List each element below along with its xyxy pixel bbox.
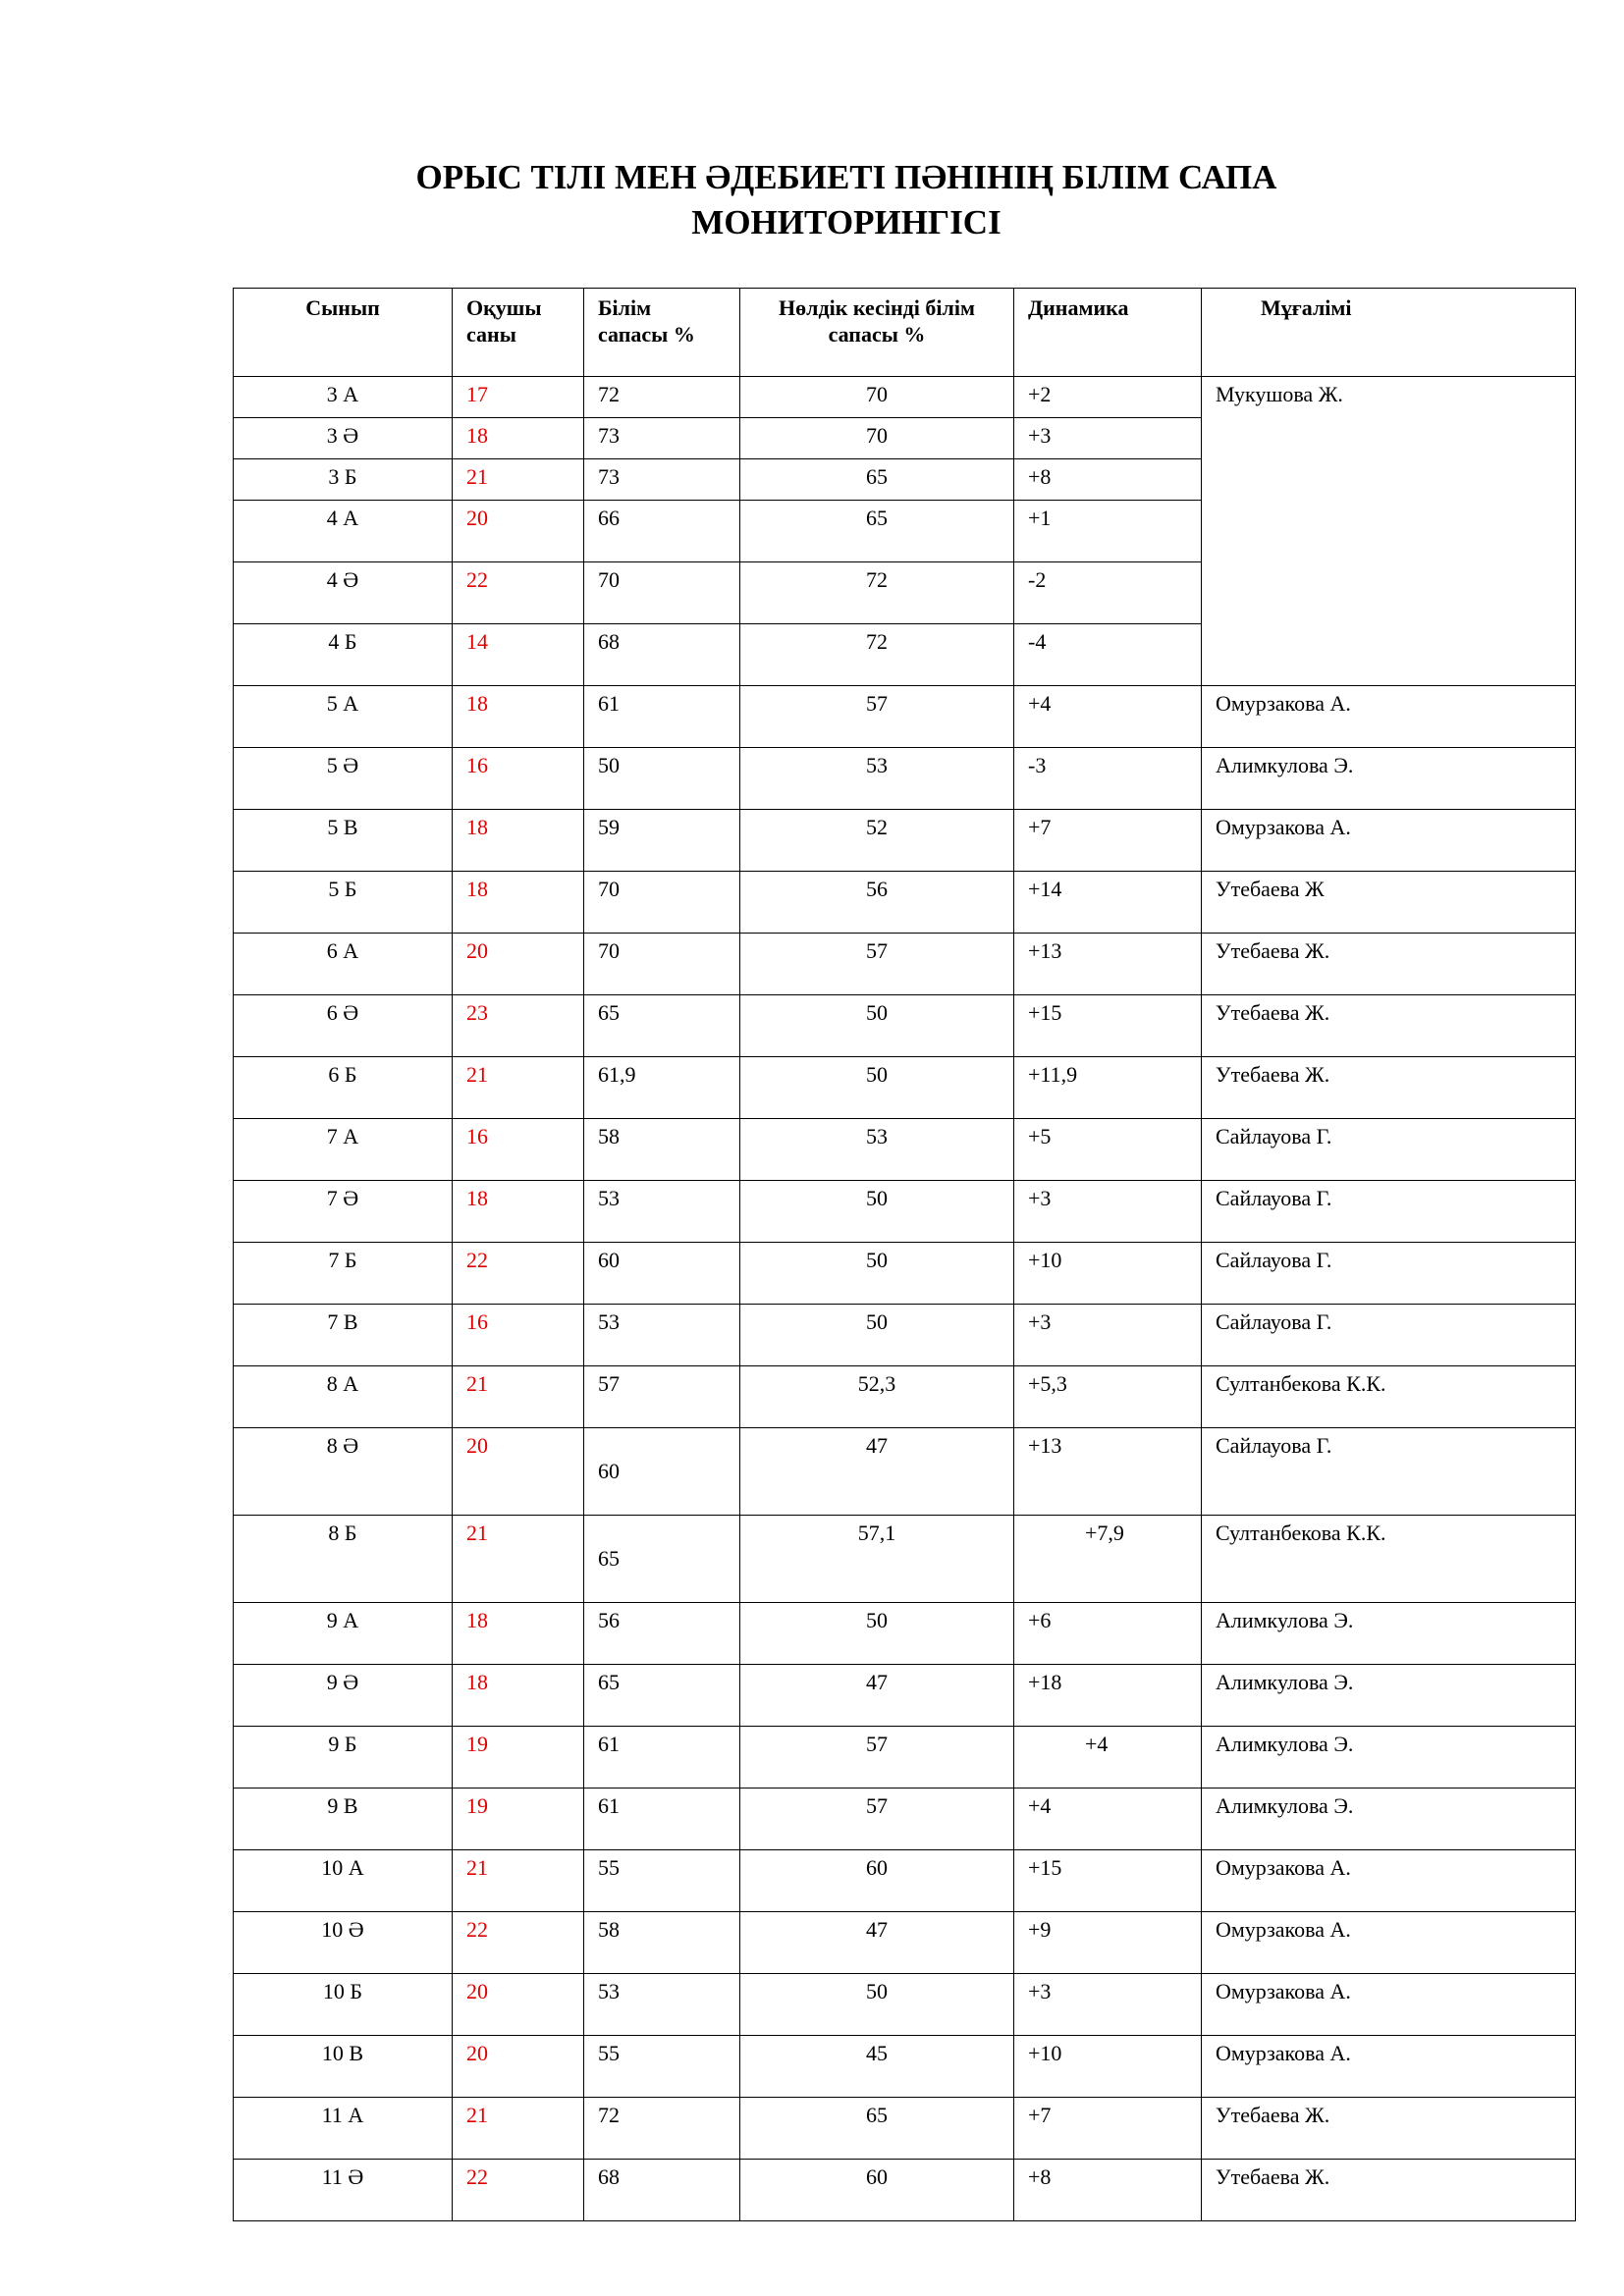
cell-students: 20 (453, 934, 584, 995)
cell-dynamics: +14 (1014, 872, 1202, 934)
cell-zero-quality: 72 (740, 624, 1014, 686)
cell-quality: 59 (584, 810, 740, 872)
cell-zero-quality: 50 (740, 1181, 1014, 1243)
cell-quality: 55 (584, 2036, 740, 2098)
cell-students: 19 (453, 1727, 584, 1789)
cell-dynamics: +11,9 (1014, 1057, 1202, 1119)
cell-class: 10 В (234, 2036, 453, 2098)
cell-class: 3 Б (234, 459, 453, 501)
table-row (234, 872, 1576, 934)
cell-quality: 61 (584, 1727, 740, 1789)
cell-class: 7 Ә (234, 1181, 453, 1243)
cell-dynamics: +4 (1014, 686, 1202, 748)
cell-teacher: Утебаева Ж (1202, 872, 1576, 934)
cell-students: 20 (453, 2036, 584, 2098)
cell-class: 5 Б (234, 872, 453, 934)
cell-zero-quality: 52,3 (740, 1366, 1014, 1428)
cell-dynamics: +15 (1014, 995, 1202, 1057)
cell-class: 9 Б (234, 1727, 453, 1789)
cell-dynamics: +18 (1014, 1665, 1202, 1727)
cell-zero-quality: 53 (740, 1119, 1014, 1181)
cell-teacher: Сайлауова Г. (1202, 1119, 1576, 1181)
cell-dynamics: -4 (1014, 624, 1202, 686)
table-row (234, 1727, 1576, 1789)
table-row (234, 1912, 1576, 1974)
header-quality: Білім сапасы % (584, 289, 740, 377)
cell-class: 4 А (234, 501, 453, 562)
cell-zero-quality: 57 (740, 1789, 1014, 1850)
cell-quality: 72 (584, 2098, 740, 2160)
cell-students: 22 (453, 562, 584, 624)
cell-class: 8 Б (234, 1516, 453, 1603)
header-class: Сынып (234, 289, 453, 377)
cell-zero-quality: 70 (740, 418, 1014, 459)
cell-zero-quality: 50 (740, 1603, 1014, 1665)
cell-quality: 65 (584, 1516, 740, 1603)
cell-quality: 58 (584, 1912, 740, 1974)
title-line-1: ОРЫС ТІЛІ МЕН ӘДЕБИЕТІ ПӘНІНІҢ БІЛІМ САПА (415, 158, 1277, 196)
table-row (234, 1305, 1576, 1366)
cell-class: 6 Ә (234, 995, 453, 1057)
header-teacher: Мұғалімі (1202, 289, 1576, 377)
cell-students: 21 (453, 1057, 584, 1119)
cell-dynamics: +4 (1014, 1727, 1202, 1789)
cell-dynamics: +7 (1014, 810, 1202, 872)
cell-students: 17 (453, 377, 584, 418)
cell-class: 5 Ә (234, 748, 453, 810)
cell-dynamics: +5 (1014, 1119, 1202, 1181)
cell-teacher: Омурзакова А. (1202, 1850, 1576, 1912)
cell-zero-quality: 56 (740, 872, 1014, 934)
table-row (234, 1119, 1576, 1181)
cell-zero-quality: 50 (740, 995, 1014, 1057)
cell-teacher: Омурзакова А. (1202, 2036, 1576, 2098)
cell-dynamics: +5,3 (1014, 1366, 1202, 1428)
cell-dynamics: +3 (1014, 418, 1202, 459)
cell-teacher: Сайлауова Г. (1202, 1243, 1576, 1305)
cell-teacher: Алимкулова Э. (1202, 1789, 1576, 1850)
cell-class: 9 В (234, 1789, 453, 1850)
cell-students: 19 (453, 1789, 584, 1850)
cell-students: 18 (453, 418, 584, 459)
cell-quality: 65 (584, 1665, 740, 1727)
table-row (234, 1366, 1576, 1428)
cell-dynamics: +13 (1014, 1428, 1202, 1516)
cell-class: 9 А (234, 1603, 453, 1665)
cell-class: 10 Ә (234, 1912, 453, 1974)
table-body (234, 377, 1576, 2221)
cell-teacher: Утебаева Ж. (1202, 1057, 1576, 1119)
cell-dynamics: +8 (1014, 2160, 1202, 2221)
table-row (234, 1181, 1576, 1243)
cell-students: 21 (453, 1366, 584, 1428)
table-row (234, 1665, 1576, 1727)
cell-zero-quality: 52 (740, 810, 1014, 872)
cell-teacher: Султанбекова К.К. (1202, 1516, 1576, 1603)
cell-teacher: Утебаева Ж. (1202, 934, 1576, 995)
cell-students: 16 (453, 1119, 584, 1181)
cell-dynamics: +8 (1014, 459, 1202, 501)
cell-students: 21 (453, 1850, 584, 1912)
cell-class: 7 А (234, 1119, 453, 1181)
cell-quality: 61 (584, 686, 740, 748)
cell-quality: 55 (584, 1850, 740, 1912)
cell-zero-quality: 53 (740, 748, 1014, 810)
cell-zero-quality: 47 (740, 1428, 1014, 1516)
cell-students: 16 (453, 1305, 584, 1366)
table-row (234, 1603, 1576, 1665)
table-row (234, 748, 1576, 810)
cell-zero-quality: 57 (740, 686, 1014, 748)
cell-quality: 66 (584, 501, 740, 562)
cell-class: 10 А (234, 1850, 453, 1912)
cell-quality: 70 (584, 934, 740, 995)
cell-quality: 61,9 (584, 1057, 740, 1119)
cell-students: 20 (453, 501, 584, 562)
cell-teacher: Алимкулова Э. (1202, 748, 1576, 810)
header-students: Оқушы саны (453, 289, 584, 377)
cell-dynamics: +13 (1014, 934, 1202, 995)
cell-students: 18 (453, 1603, 584, 1665)
cell-students: 22 (453, 2160, 584, 2221)
cell-quality: 60 (584, 1243, 740, 1305)
cell-dynamics: +10 (1014, 1243, 1202, 1305)
table-row (234, 377, 1576, 418)
cell-class: 9 Ә (234, 1665, 453, 1727)
cell-class: 6 А (234, 934, 453, 995)
cell-students: 18 (453, 686, 584, 748)
cell-quality: 70 (584, 872, 740, 934)
cell-zero-quality: 60 (740, 1850, 1014, 1912)
cell-quality: 68 (584, 624, 740, 686)
cell-dynamics: +3 (1014, 1181, 1202, 1243)
table-row (234, 1057, 1576, 1119)
table-row (234, 686, 1576, 748)
cell-quality: 56 (584, 1603, 740, 1665)
cell-students: 18 (453, 810, 584, 872)
cell-dynamics: +7 (1014, 2098, 1202, 2160)
cell-zero-quality: 50 (740, 1243, 1014, 1305)
cell-students: 18 (453, 1665, 584, 1727)
cell-class: 4 Б (234, 624, 453, 686)
header-zero-quality: Нөлдік кесінді білім сапасы % (740, 289, 1014, 377)
cell-teacher: Мукушова Ж. (1202, 377, 1576, 686)
cell-zero-quality: 50 (740, 1974, 1014, 2036)
cell-quality: 73 (584, 418, 740, 459)
cell-class: 4 Ә (234, 562, 453, 624)
cell-teacher: Сайлауова Г. (1202, 1428, 1576, 1516)
cell-students: 23 (453, 995, 584, 1057)
cell-teacher: Алимкулова Э. (1202, 1665, 1576, 1727)
cell-students: 14 (453, 624, 584, 686)
cell-class: 5 В (234, 810, 453, 872)
table-row (234, 1428, 1576, 1516)
table-row (234, 1243, 1576, 1305)
cell-quality: 70 (584, 562, 740, 624)
cell-dynamics: +3 (1014, 1305, 1202, 1366)
cell-students: 20 (453, 1974, 584, 2036)
cell-dynamics: +15 (1014, 1850, 1202, 1912)
cell-dynamics: +2 (1014, 377, 1202, 418)
table-row (234, 810, 1576, 872)
cell-class: 6 Б (234, 1057, 453, 1119)
cell-dynamics: +10 (1014, 2036, 1202, 2098)
cell-class: 7 Б (234, 1243, 453, 1305)
cell-teacher: Утебаева Ж. (1202, 2160, 1576, 2221)
cell-class: 5 А (234, 686, 453, 748)
cell-zero-quality: 57,1 (740, 1516, 1014, 1603)
cell-quality: 53 (584, 1974, 740, 2036)
cell-zero-quality: 60 (740, 2160, 1014, 2221)
cell-teacher: Утебаева Ж. (1202, 995, 1576, 1057)
cell-class: 3 А (234, 377, 453, 418)
cell-zero-quality: 72 (740, 562, 1014, 624)
cell-teacher: Утебаева Ж. (1202, 2098, 1576, 2160)
cell-teacher: Омурзакова А. (1202, 810, 1576, 872)
cell-students: 16 (453, 748, 584, 810)
cell-students: 18 (453, 1181, 584, 1243)
cell-teacher: Сайлауова Г. (1202, 1305, 1576, 1366)
cell-dynamics: +3 (1014, 1974, 1202, 2036)
table-header-row (234, 289, 1576, 377)
cell-students: 21 (453, 2098, 584, 2160)
title-line-2: МОНИТОРИНГІСІ (691, 203, 1001, 241)
cell-teacher: Алимкулова Э. (1202, 1727, 1576, 1789)
cell-quality: 53 (584, 1305, 740, 1366)
cell-zero-quality: 70 (740, 377, 1014, 418)
cell-quality: 73 (584, 459, 740, 501)
cell-class: 8 Ә (234, 1428, 453, 1516)
cell-quality: 53 (584, 1181, 740, 1243)
cell-teacher: Омурзакова А. (1202, 1912, 1576, 1974)
cell-quality: 61 (584, 1789, 740, 1850)
cell-zero-quality: 50 (740, 1057, 1014, 1119)
cell-zero-quality: 57 (740, 934, 1014, 995)
table-row (234, 934, 1576, 995)
cell-zero-quality: 65 (740, 2098, 1014, 2160)
document-title (0, 155, 1624, 245)
cell-dynamics: +4 (1014, 1789, 1202, 1850)
cell-students: 22 (453, 1243, 584, 1305)
cell-class: 10 Б (234, 1974, 453, 2036)
cell-zero-quality: 65 (740, 501, 1014, 562)
cell-quality: 57 (584, 1366, 740, 1428)
table-row (234, 2036, 1576, 2098)
cell-quality: 58 (584, 1119, 740, 1181)
cell-students: 22 (453, 1912, 584, 1974)
table-row (234, 1789, 1576, 1850)
cell-zero-quality: 57 (740, 1727, 1014, 1789)
table-row (234, 1516, 1576, 1603)
cell-class: 11 Ә (234, 2160, 453, 2221)
table-row (234, 2160, 1576, 2221)
table-row (234, 1850, 1576, 1912)
cell-quality: 60 (584, 1428, 740, 1516)
monitoring-table (233, 288, 1576, 2221)
cell-teacher: Сайлауова Г. (1202, 1181, 1576, 1243)
cell-quality: 65 (584, 995, 740, 1057)
cell-class: 7 В (234, 1305, 453, 1366)
cell-dynamics: +7,9 (1014, 1516, 1202, 1603)
cell-class: 8 А (234, 1366, 453, 1428)
cell-students: 21 (453, 1516, 584, 1603)
cell-dynamics: -2 (1014, 562, 1202, 624)
cell-zero-quality: 50 (740, 1305, 1014, 1366)
cell-zero-quality: 47 (740, 1912, 1014, 1974)
table-row (234, 995, 1576, 1057)
cell-dynamics: +6 (1014, 1603, 1202, 1665)
cell-dynamics: +1 (1014, 501, 1202, 562)
cell-dynamics: -3 (1014, 748, 1202, 810)
cell-zero-quality: 45 (740, 2036, 1014, 2098)
header-dynamics: Динамика (1014, 289, 1202, 377)
cell-zero-quality: 47 (740, 1665, 1014, 1727)
cell-dynamics: +9 (1014, 1912, 1202, 1974)
table-row (234, 1974, 1576, 2036)
cell-students: 20 (453, 1428, 584, 1516)
cell-class: 11 А (234, 2098, 453, 2160)
cell-class: 3 Ә (234, 418, 453, 459)
cell-zero-quality: 65 (740, 459, 1014, 501)
cell-teacher: Омурзакова А. (1202, 1974, 1576, 2036)
cell-teacher: Алимкулова Э. (1202, 1603, 1576, 1665)
cell-quality: 50 (584, 748, 740, 810)
table-row (234, 2098, 1576, 2160)
cell-students: 18 (453, 872, 584, 934)
cell-quality: 68 (584, 2160, 740, 2221)
cell-students: 21 (453, 459, 584, 501)
cell-teacher: Омурзакова А. (1202, 686, 1576, 748)
cell-teacher: Султанбекова К.К. (1202, 1366, 1576, 1428)
cell-quality: 72 (584, 377, 740, 418)
